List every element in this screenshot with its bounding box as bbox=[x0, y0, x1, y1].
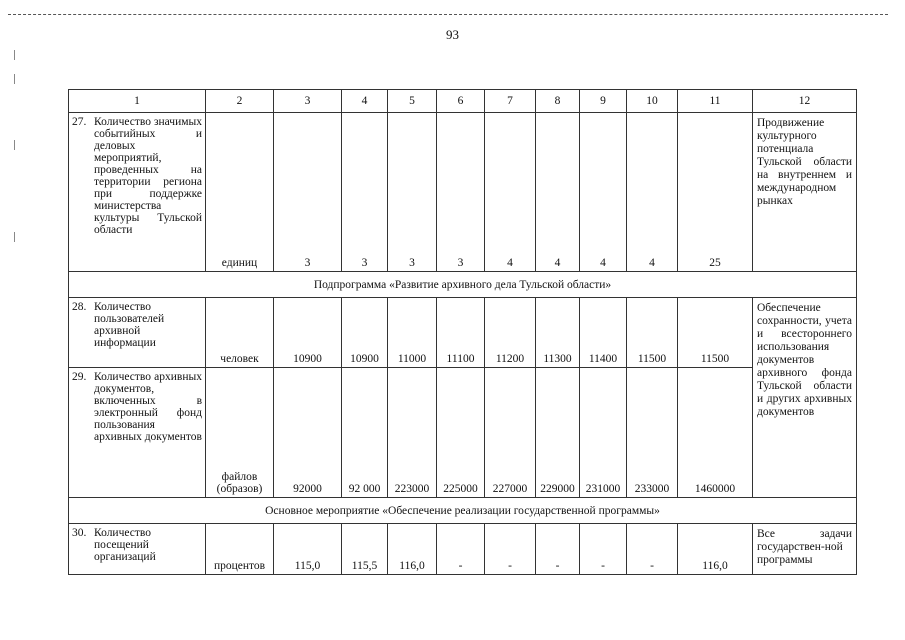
value-cell: 10900 bbox=[342, 298, 388, 368]
value-cell: - bbox=[485, 524, 536, 575]
indicator-name: Количество архивных документов, включенных в электронный фонд пользования архивных документов bbox=[94, 371, 202, 443]
section-title: Основное мероприятие «Обеспечение реализации государственной программы» bbox=[69, 498, 857, 524]
goal-cell: Продвижение культурного потенциала Тульской области на внутреннем и международном рынках bbox=[753, 113, 857, 272]
margin-mark bbox=[14, 50, 15, 60]
value-cell: 92 000 bbox=[342, 368, 388, 498]
row-number: 30. bbox=[72, 527, 87, 539]
value-cell: 116,0 bbox=[388, 524, 437, 575]
value-cell: 4 bbox=[580, 113, 627, 272]
value-cell: 3 bbox=[274, 113, 342, 272]
column-header: 11 bbox=[678, 90, 753, 113]
value-cell: 11200 bbox=[485, 298, 536, 368]
unit-cell: файлов (образов) bbox=[206, 368, 274, 498]
column-header: 2 bbox=[206, 90, 274, 113]
total-cell: 1460000 bbox=[678, 368, 753, 498]
value-cell: 11100 bbox=[437, 298, 485, 368]
unit-cell: единиц bbox=[206, 113, 274, 272]
indicator-name: Количество значимых событийных и деловых мероприятий, проведенных на территории региона при поддержке министерства культуры Тульской области bbox=[94, 116, 202, 236]
column-header: 6 bbox=[437, 90, 485, 113]
page-top-dashed-line bbox=[8, 14, 888, 15]
indicator-name: Количество пользователей архивной информации bbox=[94, 301, 165, 349]
value-cell: 11400 bbox=[580, 298, 627, 368]
value-cell: 115,0 bbox=[274, 524, 342, 575]
value-cell: - bbox=[580, 524, 627, 575]
table-row bbox=[69, 524, 857, 575]
value-cell: 11300 bbox=[536, 298, 580, 368]
value-cell: 225000 bbox=[437, 368, 485, 498]
value-cell: - bbox=[627, 524, 678, 575]
value-cell: 115,5 bbox=[342, 524, 388, 575]
indicator-name-cell bbox=[69, 524, 206, 575]
column-header: 10 bbox=[627, 90, 678, 113]
value-cell: 231000 bbox=[580, 368, 627, 498]
value-cell: 4 bbox=[536, 113, 580, 272]
value-cell: 4 bbox=[485, 113, 536, 272]
value-cell: 3 bbox=[437, 113, 485, 272]
value-cell: 227000 bbox=[485, 368, 536, 498]
unit-cell: процентов bbox=[206, 524, 274, 575]
value-cell: 233000 bbox=[627, 368, 678, 498]
section-row bbox=[69, 272, 857, 298]
page-number: 93 bbox=[446, 27, 459, 42]
value-cell: 10900 bbox=[274, 298, 342, 368]
goal-cell: Обеспечение сохранности, учета и всестороннего использования документов архивного фонда Тульской области и других архивных документов bbox=[753, 298, 857, 498]
indicator-name-cell bbox=[69, 368, 206, 498]
column-header: 3 bbox=[274, 90, 342, 113]
row-number: 29. bbox=[72, 371, 87, 383]
value-cell: - bbox=[437, 524, 485, 575]
column-header: 4 bbox=[342, 90, 388, 113]
column-header: 8 bbox=[536, 90, 580, 113]
row-number: 27. bbox=[72, 116, 87, 128]
value-cell: 3 bbox=[388, 113, 437, 272]
section-row bbox=[69, 498, 857, 524]
value-cell: 11000 bbox=[388, 298, 437, 368]
margin-mark bbox=[14, 140, 15, 150]
table-row bbox=[69, 368, 857, 498]
section-title: Подпрограмма «Развитие архивного дела Тульской области» bbox=[69, 272, 857, 298]
total-cell: 11500 bbox=[678, 298, 753, 368]
value-cell: 223000 bbox=[388, 368, 437, 498]
table-row bbox=[69, 298, 857, 368]
value-cell: 3 bbox=[342, 113, 388, 272]
indicator-name: Количество посещений организаций bbox=[94, 527, 156, 563]
column-header: 7 bbox=[485, 90, 536, 113]
unit-cell: человек bbox=[206, 298, 274, 368]
header-row bbox=[69, 90, 857, 113]
column-header: 1 bbox=[69, 90, 206, 113]
row-number: 28. bbox=[72, 301, 87, 313]
value-cell: 11500 bbox=[627, 298, 678, 368]
column-header: 9 bbox=[580, 90, 627, 113]
value-cell: - bbox=[536, 524, 580, 575]
indicator-name-cell bbox=[69, 113, 206, 272]
value-cell: 92000 bbox=[274, 368, 342, 498]
margin-mark bbox=[14, 74, 15, 84]
indicator-name-cell bbox=[69, 298, 206, 368]
total-cell: 116,0 bbox=[678, 524, 753, 575]
column-header: 12 bbox=[753, 90, 857, 113]
column-header: 5 bbox=[388, 90, 437, 113]
value-cell: 4 bbox=[627, 113, 678, 272]
goal-cell: Все задачи государствен-ной программы bbox=[753, 524, 857, 575]
value-cell: 229000 bbox=[536, 368, 580, 498]
total-cell: 25 bbox=[678, 113, 753, 272]
indicators-table bbox=[68, 89, 857, 575]
margin-mark bbox=[14, 232, 15, 242]
table-row bbox=[69, 113, 857, 272]
